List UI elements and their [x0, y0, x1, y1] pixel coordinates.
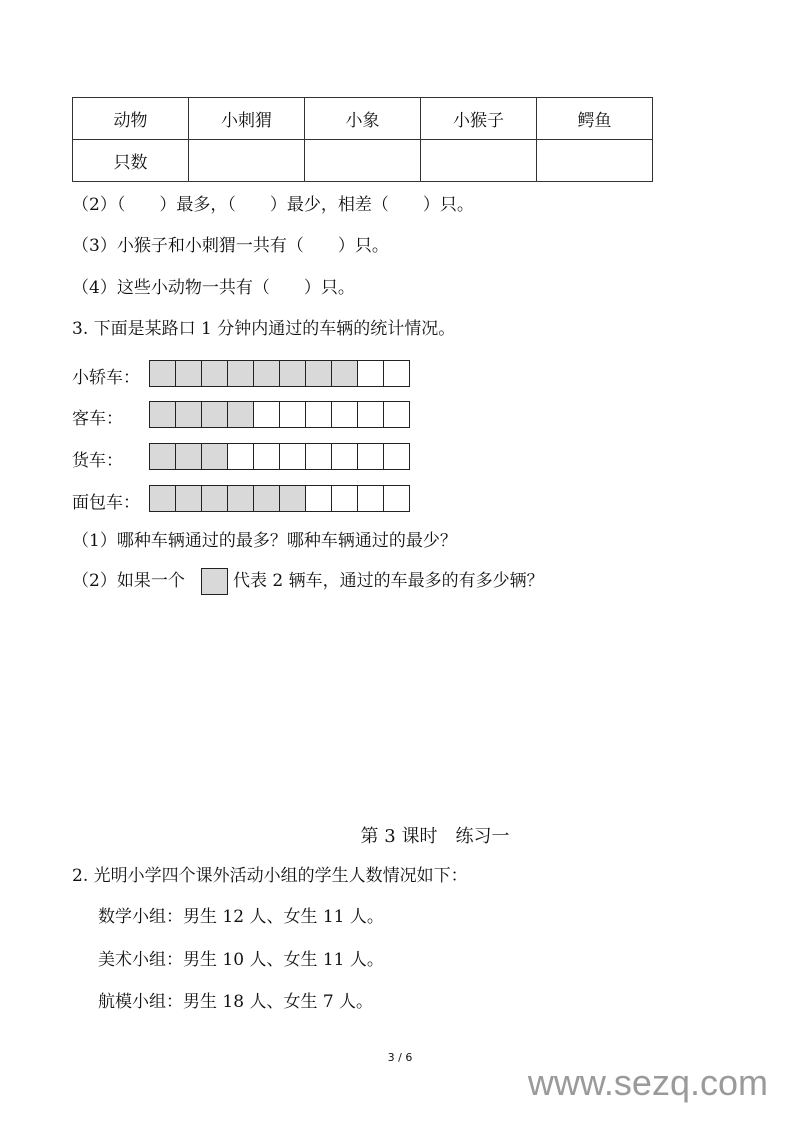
vehicle-label: 面包车：: [72, 493, 140, 513]
empty-cell: [332, 486, 358, 511]
empty-cell: [254, 444, 280, 469]
group-art: 美术小组：男生 10 人、女生 11 人。: [98, 950, 384, 970]
vehicle-bar: [149, 360, 410, 387]
watermark: www.sezq.com: [527, 1062, 768, 1103]
empty-cell: [384, 361, 409, 386]
empty-cell: [306, 402, 332, 427]
empty-cell: [358, 444, 384, 469]
table-header-cell: 小刺猬: [189, 98, 305, 140]
empty-cell: [280, 402, 306, 427]
filled-cell: [150, 444, 176, 469]
vehicle-bar: [149, 443, 410, 470]
empty-cell: [254, 402, 280, 427]
filled-cell: [150, 486, 176, 511]
filled-cell: [176, 486, 202, 511]
filled-cell: [280, 486, 306, 511]
filled-cell: [306, 361, 332, 386]
filled-cell: [150, 402, 176, 427]
filled-cell: [228, 402, 254, 427]
filled-cell: [202, 361, 228, 386]
filled-cell: [332, 361, 358, 386]
table-header-cell: 小猴子: [421, 98, 537, 140]
problem-2-title: 2. 光明小学四个课外活动小组的学生人数情况如下：: [72, 866, 468, 886]
vehicle-label: 客车：: [72, 409, 123, 429]
lesson-title: 第 3 课时 练习一: [360, 826, 510, 847]
empty-cell: [306, 444, 332, 469]
empty-cell: [332, 444, 358, 469]
filled-cell: [202, 486, 228, 511]
empty-cell: [306, 486, 332, 511]
filled-cell: [254, 486, 280, 511]
problem-3-title: 3. 下面是某路口 1 分钟内通过的车辆的统计情况。: [72, 319, 456, 339]
filled-cell: [176, 444, 202, 469]
empty-cell: [332, 402, 358, 427]
table-header-cell: 小象: [305, 98, 421, 140]
question-3: （3）小猴子和小刺猬一共有（ ）只。: [72, 236, 389, 256]
group-model: 航模小组：男生 18 人、女生 7 人。: [98, 992, 374, 1012]
filled-cell: [254, 361, 280, 386]
table-header-cell: 动物: [73, 98, 189, 140]
empty-cell: [228, 444, 254, 469]
problem-3-question-1: （1）哪种车辆通过的最多？哪种车辆通过的最少？: [72, 531, 457, 551]
blank-cell: [537, 140, 653, 182]
empty-cell: [358, 361, 384, 386]
filled-cell: [176, 361, 202, 386]
vehicle-bar: [149, 485, 410, 512]
animal-count-table: [72, 97, 653, 182]
empty-cell: [358, 402, 384, 427]
group-math: 数学小组：男生 12 人、女生 11 人。: [98, 907, 384, 927]
empty-cell: [384, 444, 409, 469]
filled-cell: [176, 402, 202, 427]
table-header-cell: 鳄鱼: [537, 98, 653, 140]
filled-cell: [202, 444, 228, 469]
vehicle-bar: [149, 401, 410, 428]
table-row-label: 只数: [73, 140, 189, 182]
question-4: （4）这些小动物一共有（ ）只。: [72, 278, 355, 298]
vehicle-label: 小轿车：: [72, 368, 140, 388]
empty-cell: [358, 486, 384, 511]
filled-cell: [228, 361, 254, 386]
legend-square: [201, 568, 228, 595]
filled-cell: [202, 402, 228, 427]
empty-cell: [384, 486, 409, 511]
page-number: 3 / 6: [387, 1051, 413, 1064]
empty-cell: [384, 402, 409, 427]
empty-cell: [280, 444, 306, 469]
filled-cell: [150, 361, 176, 386]
filled-cell: [228, 486, 254, 511]
blank-cell: [305, 140, 421, 182]
question-2: （2）（ ）最多，（ ）最少，相差（ ）只。: [72, 195, 474, 215]
vehicle-label: 货车：: [72, 451, 123, 471]
problem-3-question-2a: （2）如果一个: [72, 571, 185, 591]
blank-cell: [189, 140, 305, 182]
blank-cell: [421, 140, 537, 182]
problem-3-question-2b: 代表 2 辆车，通过的车最多的有多少辆？: [233, 571, 544, 591]
filled-cell: [280, 361, 306, 386]
